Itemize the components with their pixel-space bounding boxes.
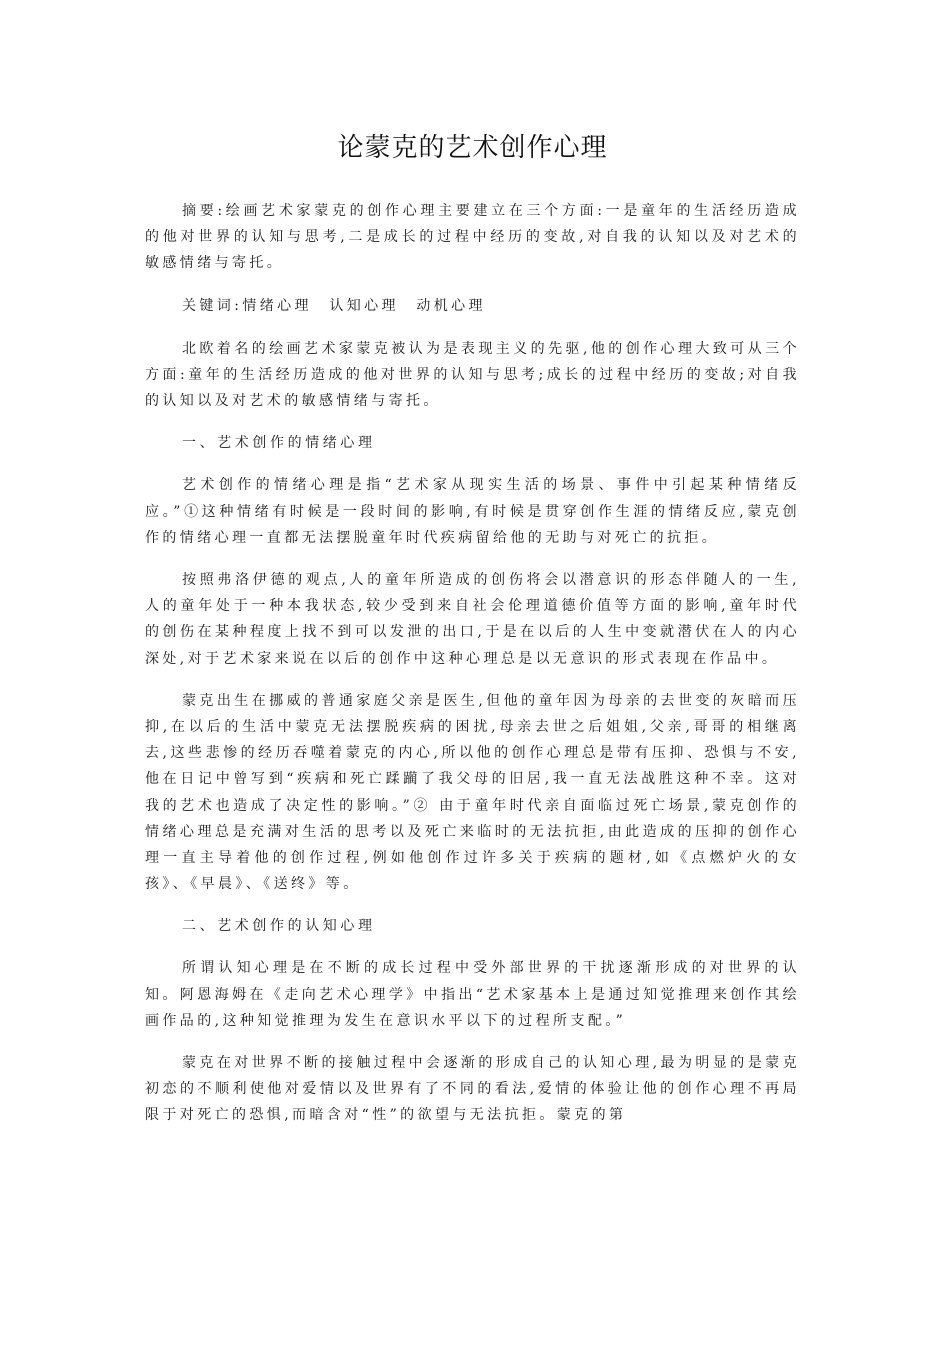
- section1-paragraph-3: 蒙克出生在挪威的普通家庭父亲是医生,但他的童年因为母亲的去世变的灰暗而压抑,在以后的生活中蒙克无法摆脱疾病的困扰,母亲去世之后姐姐,父亲,哥哥的相继离去,这些悲惨的经历吞噬着蒙克的内心,所以他的创作心理总是带有压抑、恐惧与不安,他在日记中曾写到“疾病和死亡蹂躏了我父母的旧居,我一直无法战胜这种不幸。这对我的艺术也造成了决定性的影响。”② 由于童年时代亲自面临过死亡场景,蒙克创作的情绪心理总是充满对生活的思考以及死亡来临时的无法抗拒,由此造成的压抑的创作心理一直主导着他的创作过程,例如他创作过许多关于疾病的题材,如《点燃炉火的女孩》、《早晨》、《送终》等。: [145, 692, 800, 893]
- section-heading-cognition: 二、艺术创作的认知心理: [182, 918, 376, 935]
- section1-paragraph-2: 按照弗洛伊德的观点,人的童年所造成的创伤将会以潜意识的形态伴随人的一生,人的童年处于一种本我状态,较少受到来自社会伦理道德价值等方面的影响,童年时代的创伤在某种程度上找不到可以发泄的出口,于是在以后的人生中变就潜伏在人的内心深处,对于艺术家来说在以后的创作中这种心理总是以无意识的形式表现在作品中。: [145, 572, 800, 667]
- section2-paragraph-1: 所谓认知心理是在不断的成长过程中受外部世界的干扰逐渐形成的对世界的认知。阿恩海姆在《走向艺术心理学》中指出“艺术家基本上是通过知觉推理来创作其绘画作品的,这种知觉推理为发生在意识水平以下的过程所支配。”: [145, 960, 800, 1029]
- abstract-paragraph: 摘要:绘画艺术家蒙克的创作心理主要建立在三个方面:一是童年的生活经历造成的他对世界的认知与思考,二是成长的过程中经历的变故,对自我的认知以及对艺术的敏感情绪与寄托。: [145, 203, 800, 272]
- section2-paragraph-2: 蒙克在对世界不断的接触过程中会逐渐的形成自己的认知心理,最为明显的是蒙克初恋的不顺利使他对爱情以及世界有了不同的看法,爱情的体验让他的创作心理不再局限于对死亡的恐惧,而暗含对“性”的欲望与无法抗拒。蒙克的第: [145, 1055, 800, 1124]
- document-page: [145, 128, 800, 1145]
- document-title: 论蒙克的艺术创作心理: [337, 133, 608, 163]
- keywords-line: 关键词:情绪心理 认知心理 动机心理: [182, 297, 486, 314]
- intro-paragraph: 北欧着名的绘画艺术家蒙克被认为是表现主义的先驱,他的创作心理大致可从三个方面:童年的生活经历造成的他对世界的认知与思考;成长的过程中经历的变故;对自我的认知以及对艺术的敏感情绪与寄托。: [145, 340, 800, 410]
- section1-paragraph-1: 艺术创作的情绪心理是指“艺术家从现实生活的场景、事件中引起某种情绪反应。”①这种情绪有时候是一段时间的影响,有时候是贯穿创作生涯的情绪反应,蒙克创作的情绪心理一直都无法摆脱童年时代疾病留给他的无助与对死亡的抗拒。: [145, 477, 800, 546]
- section-heading-emotion: 一、艺术创作的情绪心理: [182, 435, 376, 452]
